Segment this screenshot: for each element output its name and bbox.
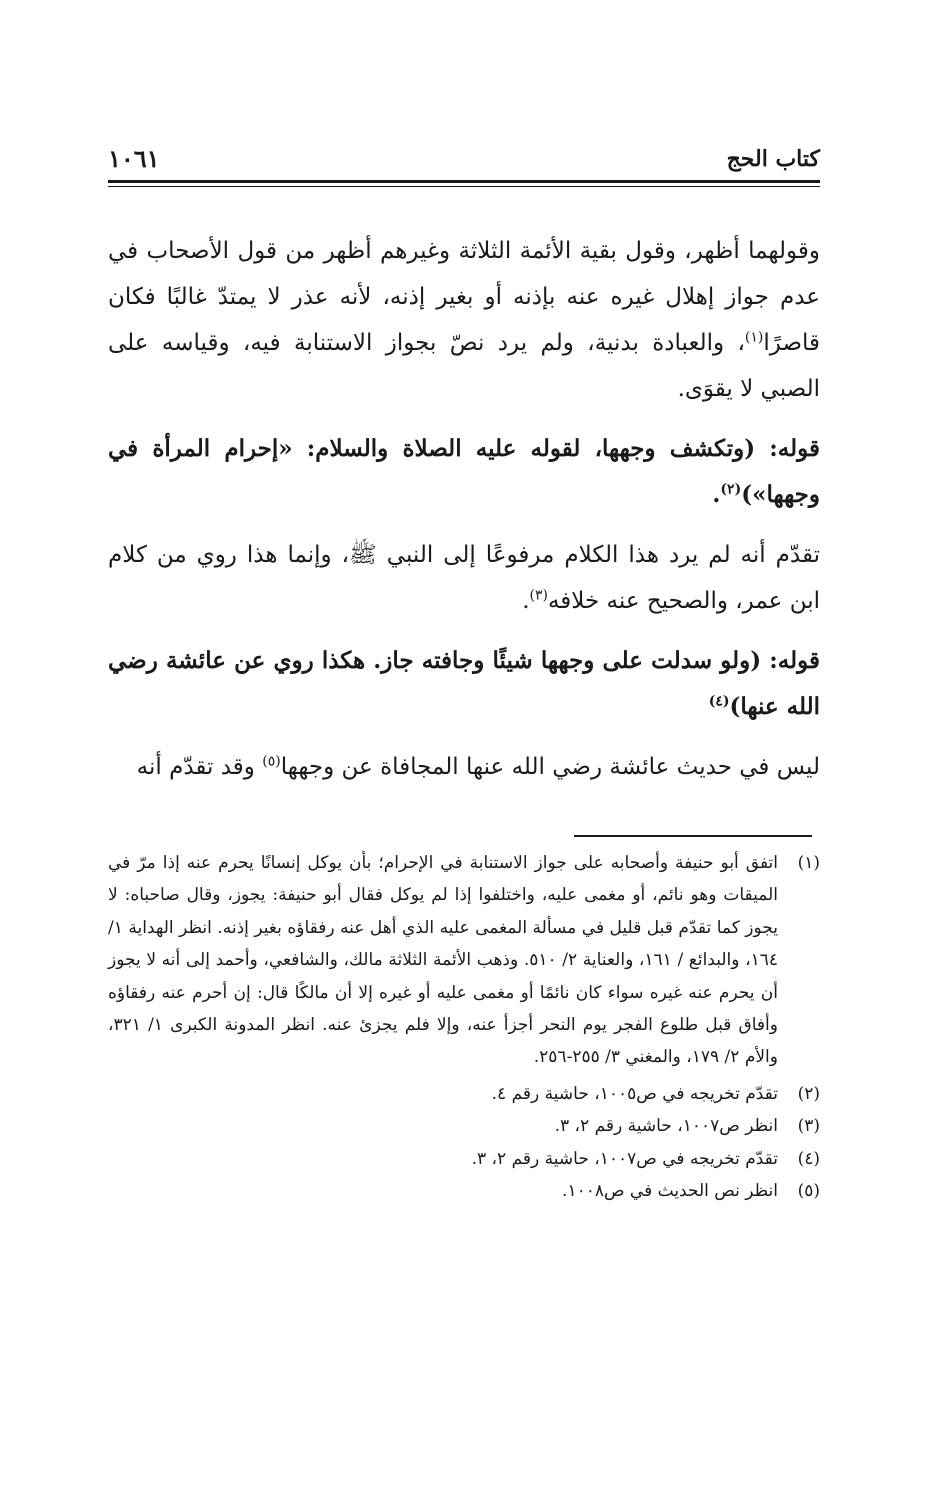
footnote-reference: (٤) bbox=[708, 693, 730, 710]
footnote-item bbox=[108, 1175, 820, 1207]
footnote-reference: (٣) bbox=[529, 587, 548, 604]
footnotes bbox=[108, 847, 820, 1207]
footnote-reference: (١) bbox=[744, 329, 764, 346]
header-rule-thick bbox=[108, 180, 820, 183]
footnote-number: (١) bbox=[797, 853, 820, 873]
footnote-text: اتفق أبو حنيفة وأصحابه على جواز الاستنابة في الإحرام؛ بأن يوكل إنسانًا يحرم عنه إذا مرّ في الميقات وهو نائم، أو مغمى عليه، واختلفوا إذا لم يوكل فقال أبو حنيفة: يجوز، وقال صاحباه: لا يجوز كما تقدّم قبل قليل في مسألة المغمى عليه الذي أهل عنه رفقاؤه بغير إذنه. انظر الهداية ١/ ١٦٤، والبدائع / ١٦١، والعناية ٢/ ٥١٠. وذهب الأئمة الثلاثة مالك، والشافعي، وأحمد إلى أنه لا يجوز أن يحرم عنه غيره سواء كان نائمًا أو مغمى عليه أو غيره إلا أن مالكًا قال: إن أحرم عنه رفقاؤه وأفاق قبل طلوع الفجر يوم النحر أجزأ عنه، وإلا فلم يجزئ عنه. انظر المدونة الكبرى ١/ ٣٢١، والأم ٢/ ١٧٩، والمغني ٣/ ٢٥٥-٢٥٦. bbox=[108, 853, 779, 1068]
footnote-reference: (٥) bbox=[262, 753, 281, 770]
page-header bbox=[108, 140, 820, 184]
footnote-number: (٥) bbox=[797, 1181, 820, 1202]
footnote-reference: (٢) bbox=[720, 481, 742, 498]
page-number: ١٠٦١ bbox=[108, 144, 160, 173]
footnote-number: (٢) bbox=[797, 1083, 820, 1104]
paragraph: تقدّم أنه لم يرد هذا الكلام مرفوعًا إلى النبي ﷺ، وإنما هذا روي من كلام ابن عمر، والصحيح عنه خلافه$^{(٣)}$. bbox=[108, 542, 820, 614]
footnote-separator bbox=[574, 835, 812, 837]
main-text bbox=[108, 228, 820, 804]
paragraph: ليس في حديث عائشة رضي الله عنها المجافاة عن وجهها$^{(٥)}$ وقد تقدّم أنه bbox=[136, 753, 820, 780]
footnote-item bbox=[108, 1078, 820, 1110]
footnote-item bbox=[108, 847, 820, 1074]
footnote-item bbox=[108, 1143, 820, 1175]
footnote-number: (٤) bbox=[797, 1148, 820, 1169]
footnote-text: تقدّم تخريجه في ص١٠٠٧، حاشية رقم ٢، ٣. bbox=[471, 1148, 778, 1169]
footnote-item bbox=[108, 1110, 820, 1142]
quoted-statement: قوله: (ولو سدلت على وجهها شيئًا وجافته جاز. هكذا روي عن عائشة رضي الله عنها)$^{(٤)}$ bbox=[108, 647, 820, 720]
header-rule-thin bbox=[108, 186, 820, 187]
footnote-number: (٣) bbox=[797, 1116, 820, 1137]
footnote-text: تقدّم تخريجه في ص١٠٠٥، حاشية رقم ٤. bbox=[491, 1083, 778, 1104]
quoted-statement: قوله: (وتكشف وجهها، لقوله عليه الصلاة والسلام: «إحرام المرأة في وجهها»)$^{(٢)}$. bbox=[108, 435, 820, 508]
footnote-text: انظر نص الحديث في ص١٠٠٨. bbox=[562, 1181, 778, 1202]
footnote-text: انظر ص١٠٠٧، حاشية رقم ٢، ٣. bbox=[554, 1116, 778, 1137]
paragraph: وقولهما أظهر، وقول بقية الأئمة الثلاثة وغيرهم أظهر من قول الأصحاب في عدم جواز إهلال غيره عنه بإذنه أو بغير إذنه، لأنه عذر لا يمتدّ غالبًا فكان قاصرًا$^{(١)}$، والعبادة بدنية، ولم يرد نصّ بجواز الاستنابة فيه، وقياسه على الصبي لا يقوَى. bbox=[108, 238, 820, 402]
running-title: كتاب الحج bbox=[726, 146, 820, 172]
